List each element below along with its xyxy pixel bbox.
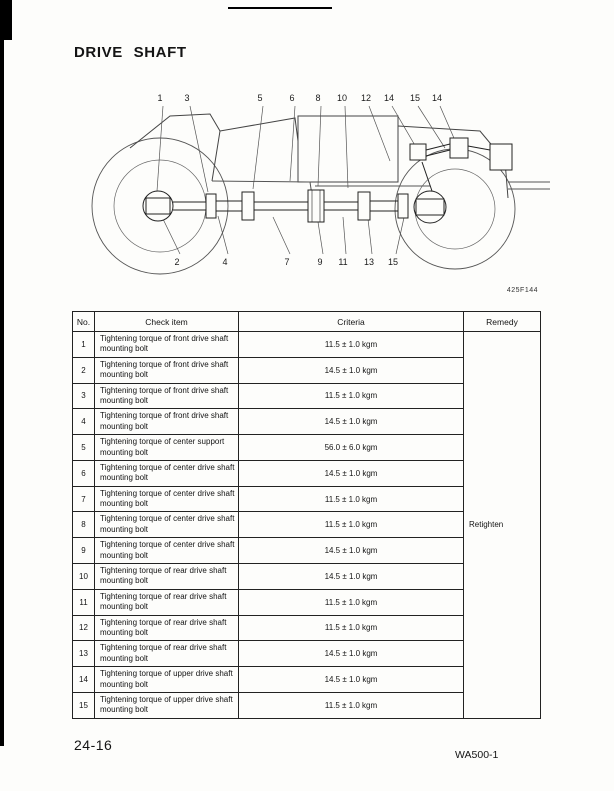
callout-label: 3: [184, 93, 190, 103]
scan-artifact-top-line: [228, 7, 332, 9]
row-number-cell: 10: [73, 564, 95, 590]
criteria-cell: 11.5 ± 1.0 kgm: [239, 615, 464, 641]
callout-label: 12: [360, 93, 372, 103]
criteria-cell: 14.5 ± 1.0 kgm: [239, 667, 464, 693]
page-title: DRIVE SHAFT: [74, 44, 187, 61]
row-number-cell: 5: [73, 435, 95, 461]
check-table: [72, 311, 541, 719]
col-header-no: No.: [73, 312, 95, 332]
check-item-cell: Tightening torque of center drive shaft mounting bolt: [95, 460, 239, 486]
callout-label: 1: [157, 93, 163, 103]
row-number-cell: 11: [73, 589, 95, 615]
row-number-cell: 8: [73, 512, 95, 538]
callout-label: 13: [363, 257, 375, 267]
check-item-cell: Tightening torque of front drive shaft mounting bolt: [95, 409, 239, 435]
criteria-cell: 11.5 ± 1.0 kgm: [239, 486, 464, 512]
drive-shaft-diagram: [60, 86, 554, 294]
check-item-cell: Tightening torque of center drive shaft mounting bolt: [95, 512, 239, 538]
callout-label: 6: [289, 93, 295, 103]
callout-label: 14: [431, 93, 443, 103]
callout-label: 9: [317, 257, 323, 267]
row-number-cell: 2: [73, 357, 95, 383]
callout-label: 11: [338, 257, 348, 267]
remedy-cell: Retighten: [464, 332, 541, 719]
col-header-check-item: Check item: [95, 312, 239, 332]
check-item-cell: Tightening torque of rear drive shaft mounting bolt: [95, 615, 239, 641]
row-number-cell: 3: [73, 383, 95, 409]
scan-artifact-left-bar: [0, 0, 4, 746]
check-item-cell: Tightening torque of upper drive shaft mounting bolt: [95, 667, 239, 693]
col-header-remedy: Remedy: [464, 312, 541, 332]
check-item-cell: Tightening torque of center drive shaft mounting bolt: [95, 486, 239, 512]
check-item-cell: Tightening torque of rear drive shaft mounting bolt: [95, 564, 239, 590]
row-number-cell: 14: [73, 667, 95, 693]
criteria-cell: 11.5 ± 1.0 kgm: [239, 512, 464, 538]
check-item-cell: Tightening torque of rear drive shaft mounting bolt: [95, 641, 239, 667]
criteria-cell: 11.5 ± 1.0 kgm: [239, 332, 464, 358]
check-item-cell: Tightening torque of center drive shaft mounting bolt: [95, 538, 239, 564]
check-item-cell: Tightening torque of center support mounting bolt: [95, 435, 239, 461]
callout-label: 15: [409, 93, 421, 103]
table-row: [73, 332, 541, 358]
callout-label: 8: [315, 93, 321, 103]
model-number: WA500-1: [455, 749, 499, 761]
criteria-cell: 14.5 ± 1.0 kgm: [239, 357, 464, 383]
criteria-cell: 56.0 ± 6.0 kgm: [239, 435, 464, 461]
check-item-cell: Tightening torque of upper drive shaft mounting bolt: [95, 692, 239, 718]
row-number-cell: 12: [73, 615, 95, 641]
check-item-cell: Tightening torque of front drive shaft mounting bolt: [95, 332, 239, 358]
row-number-cell: 6: [73, 460, 95, 486]
callout-label: 7: [284, 257, 290, 267]
row-number-cell: 15: [73, 692, 95, 718]
check-item-cell: Tightening torque of rear drive shaft mounting bolt: [95, 589, 239, 615]
callout-label: 4: [222, 257, 228, 267]
figure-ref: 425F144: [506, 287, 538, 294]
criteria-cell: 14.5 ± 1.0 kgm: [239, 538, 464, 564]
row-number-cell: 1: [73, 332, 95, 358]
check-item-cell: Tightening torque of front drive shaft mounting bolt: [95, 357, 239, 383]
criteria-cell: 14.5 ± 1.0 kgm: [239, 641, 464, 667]
criteria-cell: 11.5 ± 1.0 kgm: [239, 383, 464, 409]
callout-label: 2: [174, 257, 180, 267]
criteria-cell: 14.5 ± 1.0 kgm: [239, 409, 464, 435]
page-number: 24-16: [74, 737, 113, 753]
drive-shaft-drawing: [60, 86, 554, 294]
callout-label: 14: [383, 93, 395, 103]
scan-artifact-corner: [0, 0, 12, 40]
row-number-cell: 7: [73, 486, 95, 512]
callout-label: 5: [257, 93, 263, 103]
criteria-cell: 11.5 ± 1.0 kgm: [239, 692, 464, 718]
criteria-cell: 11.5 ± 1.0 kgm: [239, 589, 464, 615]
criteria-cell: 14.5 ± 1.0 kgm: [239, 460, 464, 486]
callout-label: 10: [336, 93, 348, 103]
row-number-cell: 13: [73, 641, 95, 667]
criteria-cell: 14.5 ± 1.0 kgm: [239, 564, 464, 590]
check-item-cell: Tightening torque of front drive shaft mounting bolt: [95, 383, 239, 409]
row-number-cell: 4: [73, 409, 95, 435]
col-header-criteria: Criteria: [239, 312, 464, 332]
callout-label: 15: [387, 257, 399, 267]
row-number-cell: 9: [73, 538, 95, 564]
table-header-row: [73, 312, 541, 332]
